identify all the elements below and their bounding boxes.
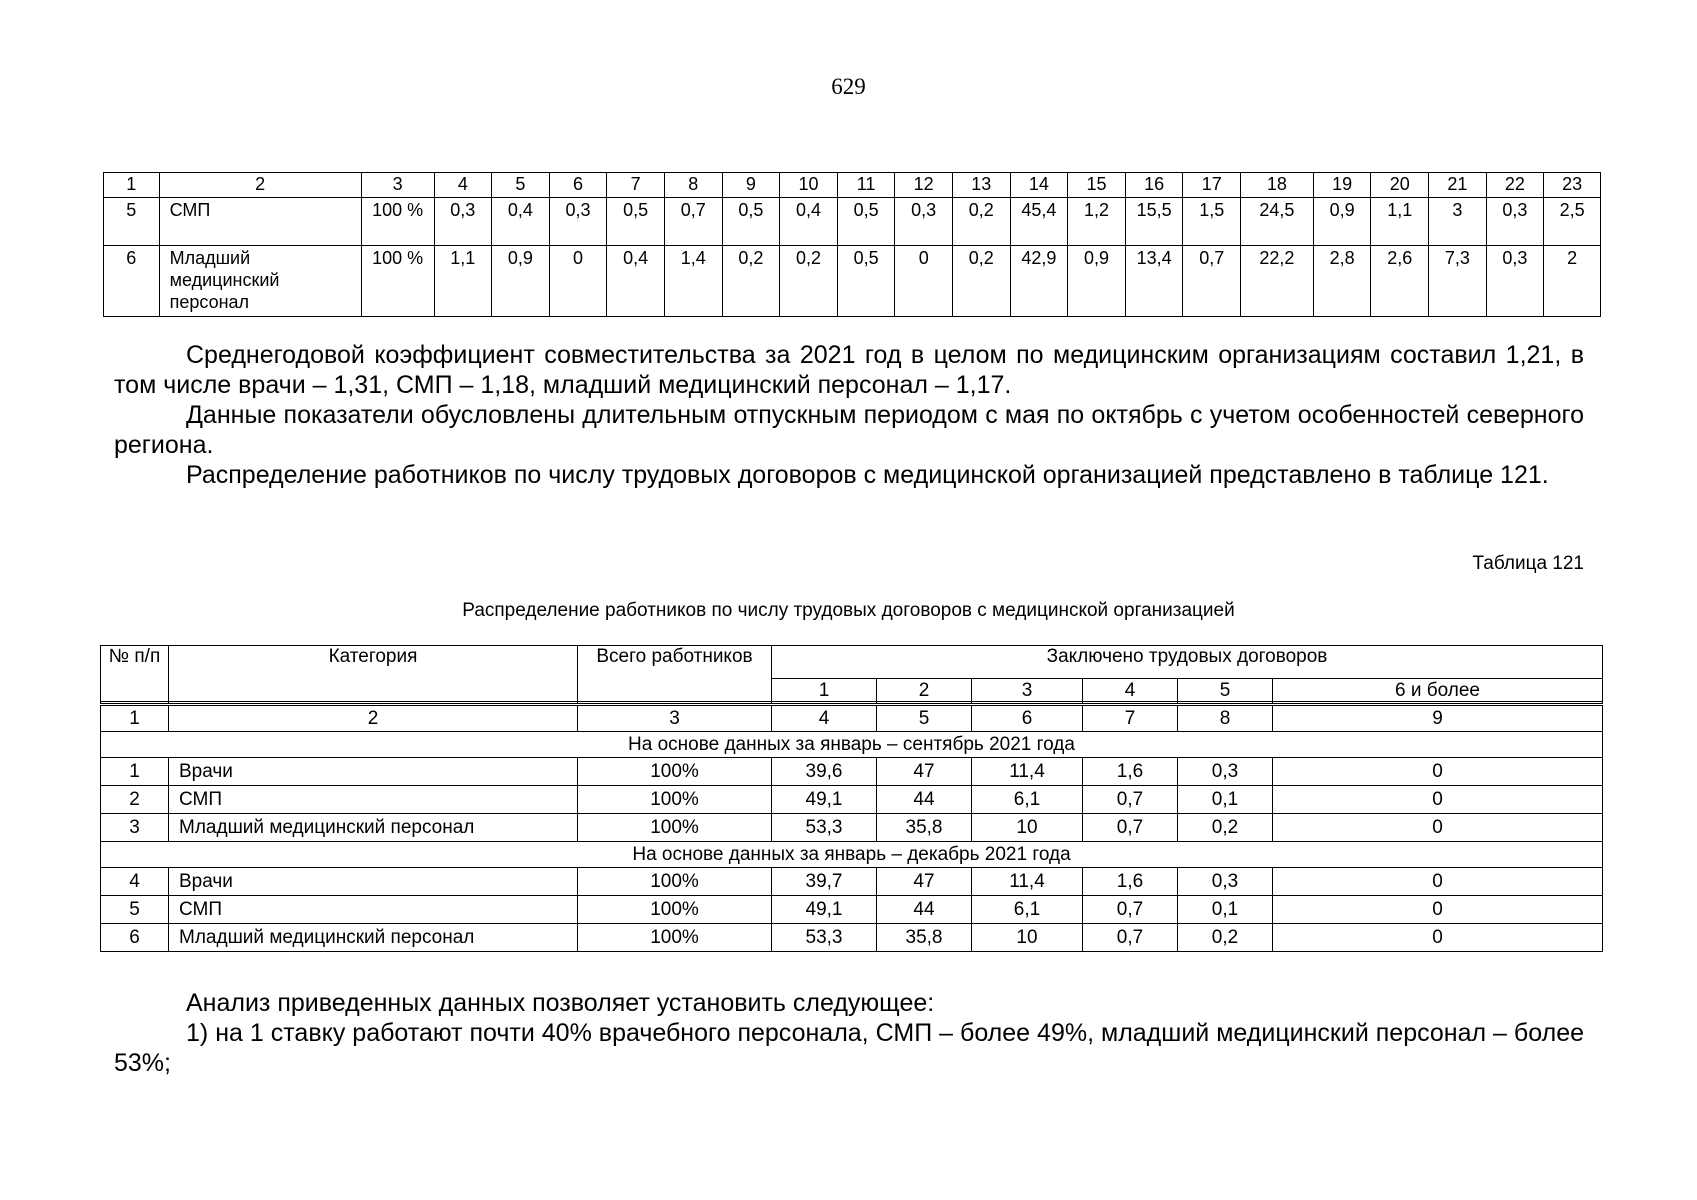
table-cell: 0,5 <box>607 198 665 246</box>
col-num: 8 <box>664 173 722 198</box>
table-cell: 1,4 <box>664 246 722 317</box>
table-cell: 1,2 <box>1068 198 1126 246</box>
col-num: 10 <box>780 173 838 198</box>
table-cell: 0 <box>895 246 953 317</box>
col-num: 9 <box>722 173 780 198</box>
header-sub: 5 <box>1178 679 1273 704</box>
table-cell: 0 <box>1273 814 1603 842</box>
table-cell: 0,7 <box>1083 924 1178 952</box>
table-121-header <box>100 645 1603 704</box>
section-row <box>101 842 1603 868</box>
table-cell: Младший медицинский персонал <box>169 924 578 952</box>
col-num: 13 <box>953 173 1011 198</box>
table-cell: 100% <box>578 786 772 814</box>
table-cell: 44 <box>877 786 972 814</box>
table-row <box>101 814 1603 842</box>
col-num: 3 <box>361 173 434 198</box>
header-sub: 3 <box>972 679 1083 704</box>
table-cell: 0,4 <box>607 246 665 317</box>
table-cell: 1,1 <box>1371 198 1429 246</box>
column-number-row <box>101 706 1603 732</box>
table-cell: 35,8 <box>877 924 972 952</box>
column-number-row <box>104 173 1601 198</box>
table-cell: 100% <box>578 814 772 842</box>
table-row <box>101 924 1603 952</box>
table-cell: 0,4 <box>492 198 550 246</box>
col-num: 2 <box>169 706 578 732</box>
table-cell: 0 <box>1273 924 1603 952</box>
table-cell: 0 <box>1273 786 1603 814</box>
paragraph: Анализ приведенных данных позволяет установить следующее: <box>186 989 935 1017</box>
table-121 <box>100 705 1603 952</box>
table-cell: 100% <box>578 896 772 924</box>
table-cell: 0 <box>1273 868 1603 896</box>
header-sub: 2 <box>877 679 972 704</box>
table-cell: 7,3 <box>1429 246 1487 317</box>
header-sub: 6 и более <box>1273 679 1603 704</box>
table-cell: 0,9 <box>1313 198 1371 246</box>
table-cell: 0,1 <box>1178 896 1273 924</box>
table-cell: 49,1 <box>772 896 877 924</box>
table-cell: 0,4 <box>780 198 838 246</box>
table-caption: Распределение работников по числу трудовых договоров с медицинской организацией <box>462 600 1235 621</box>
table-cell: 0,3 <box>895 198 953 246</box>
col-num: 15 <box>1068 173 1126 198</box>
table-cell: 1 <box>101 758 169 786</box>
col-num: 19 <box>1313 173 1371 198</box>
table-cell: 0,7 <box>1083 896 1178 924</box>
col-num: 16 <box>1125 173 1183 198</box>
table-cell: 6 <box>104 246 160 317</box>
table-cell: 2,8 <box>1313 246 1371 317</box>
col-num: 6 <box>972 706 1083 732</box>
table-cell: 22,2 <box>1241 246 1314 317</box>
paragraph: Данные показатели обусловлены длительным отпускным периодом с мая по октябрь с учетом особенностей северного региона. <box>114 401 1584 459</box>
table-cell: 0 <box>1273 896 1603 924</box>
table-cell: 0,2 <box>1178 814 1273 842</box>
table-cell: Врачи <box>169 758 578 786</box>
header-sub: 1 <box>772 679 877 704</box>
table-number: Таблица 121 <box>1472 553 1584 574</box>
table-cell: 35,8 <box>877 814 972 842</box>
table-cell: 15,5 <box>1125 198 1183 246</box>
section-row <box>101 732 1603 758</box>
table-cell: 0,3 <box>1178 868 1273 896</box>
table-cell: 0,9 <box>492 246 550 317</box>
table-cell: 1,6 <box>1083 868 1178 896</box>
table-cell: 4 <box>101 868 169 896</box>
table-cell: 2,5 <box>1544 198 1601 246</box>
table-cell: 42,9 <box>1010 246 1068 317</box>
table-cell: 0,3 <box>549 198 607 246</box>
table-cell: 11,4 <box>972 758 1083 786</box>
col-num: 14 <box>1010 173 1068 198</box>
table-cell: 100 % <box>361 246 434 317</box>
col-num: 6 <box>549 173 607 198</box>
table-cell: 10 <box>972 924 1083 952</box>
col-num: 7 <box>1083 706 1178 732</box>
table-cell: 0,5 <box>837 246 895 317</box>
table-cell: 0,7 <box>1083 786 1178 814</box>
table-cell: 0,7 <box>1083 814 1178 842</box>
table-row <box>104 246 1601 317</box>
table-cell: 49,1 <box>772 786 877 814</box>
col-num: 2 <box>159 173 361 198</box>
table-row <box>101 896 1603 924</box>
col-num: 4 <box>772 706 877 732</box>
col-num: 21 <box>1429 173 1487 198</box>
col-num: 18 <box>1241 173 1314 198</box>
table-cell: 10 <box>972 814 1083 842</box>
table-cell: 11,4 <box>972 868 1083 896</box>
page-number: 629 <box>831 74 866 99</box>
col-num: 1 <box>101 706 169 732</box>
table-cell: 6,1 <box>972 786 1083 814</box>
table-cell: 0,2 <box>780 246 838 317</box>
col-num: 5 <box>877 706 972 732</box>
table-cell: 0,1 <box>1178 786 1273 814</box>
table-cell: 0,2 <box>722 246 780 317</box>
paragraph: 1) на 1 ставку работают почти 40% врачебного персонала, СМП – более 49%, младший медицинский персонал – более 53%; <box>114 1019 1584 1077</box>
col-num: 22 <box>1486 173 1544 198</box>
table-cell: 0,2 <box>953 246 1011 317</box>
table-cell: 1,1 <box>434 246 492 317</box>
header-num: № п/п <box>101 646 169 704</box>
table-cell: 53,3 <box>772 924 877 952</box>
table-cell: 0,3 <box>434 198 492 246</box>
header-category: Категория <box>169 646 578 704</box>
table-cell: 47 <box>877 868 972 896</box>
col-num: 5 <box>492 173 550 198</box>
table-cell: 0,9 <box>1068 246 1126 317</box>
table-cell: 1,5 <box>1183 198 1241 246</box>
col-num: 23 <box>1544 173 1601 198</box>
table-cell: 6,1 <box>972 896 1083 924</box>
table-cell: 39,7 <box>772 868 877 896</box>
col-num: 8 <box>1178 706 1273 732</box>
table-cell: СМП <box>159 198 361 246</box>
header-group: Заключено трудовых договоров <box>772 646 1603 679</box>
table-cell: 0,3 <box>1486 246 1544 317</box>
section-title: На основе данных за январь – сентябрь 2021 года <box>101 732 1603 758</box>
table-cell: 44 <box>877 896 972 924</box>
table-cell: 3 <box>1429 198 1487 246</box>
table-cell: 0,3 <box>1178 758 1273 786</box>
col-num: 1 <box>104 173 160 198</box>
table-cell: 5 <box>101 896 169 924</box>
paragraph: Распределение работников по числу трудовых договоров с медицинской организацией представлено в таблице 121. <box>186 461 1549 489</box>
table-cell: 100 % <box>361 198 434 246</box>
col-num: 11 <box>837 173 895 198</box>
table-cell: 2 <box>1544 246 1601 317</box>
table-cell: Младший медицинский персонал <box>169 814 578 842</box>
table-cell: 3 <box>101 814 169 842</box>
table-cell: 0,2 <box>953 198 1011 246</box>
col-num: 3 <box>578 706 772 732</box>
table-cell: Врачи <box>169 868 578 896</box>
table-cell: СМП <box>169 896 578 924</box>
table-cell: 5 <box>104 198 160 246</box>
table-cell: 0,2 <box>1178 924 1273 952</box>
table-row <box>101 786 1603 814</box>
divider <box>100 701 1602 702</box>
table-cell: 100% <box>578 924 772 952</box>
table-row <box>104 198 1601 246</box>
col-num: 17 <box>1183 173 1241 198</box>
table-cell: 0,5 <box>837 198 895 246</box>
col-num: 4 <box>434 173 492 198</box>
table-cell: 2,6 <box>1371 246 1429 317</box>
paragraph: Среднегодовой коэффициент совместительства за 2021 год в целом по медицинским организациям составил 1,21, в том числе врачи – 1,31, СМП – 1,18, младший медицинский персонал – 1,17. <box>114 341 1584 399</box>
table-cell: 39,6 <box>772 758 877 786</box>
table-cell: 1,6 <box>1083 758 1178 786</box>
table-row <box>101 868 1603 896</box>
col-num: 20 <box>1371 173 1429 198</box>
table-cell: Младший медицинский персонал <box>159 246 361 317</box>
table-cell: 24,5 <box>1241 198 1314 246</box>
table-cell: 53,3 <box>772 814 877 842</box>
table-cell: 2 <box>101 786 169 814</box>
table-cell: 0,7 <box>1183 246 1241 317</box>
table-cell: 0 <box>1273 758 1603 786</box>
col-num: 12 <box>895 173 953 198</box>
table-cell: 47 <box>877 758 972 786</box>
table-cell: 0,7 <box>664 198 722 246</box>
table-cell: 6 <box>101 924 169 952</box>
table-cell: 0,5 <box>722 198 780 246</box>
table-cell: СМП <box>169 786 578 814</box>
col-num: 7 <box>607 173 665 198</box>
table-cell: 13,4 <box>1125 246 1183 317</box>
table-row <box>101 758 1603 786</box>
table-cell: 100% <box>578 758 772 786</box>
table-cell: 0,3 <box>1486 198 1544 246</box>
section-title: На основе данных за январь – декабрь 2021 года <box>101 842 1603 868</box>
table-cell: 45,4 <box>1010 198 1068 246</box>
header-total: Всего работников <box>578 646 772 704</box>
continuation-table <box>103 172 1601 317</box>
table-cell: 0 <box>549 246 607 317</box>
header-sub: 4 <box>1083 679 1178 704</box>
table-cell: 100% <box>578 868 772 896</box>
col-num: 9 <box>1273 706 1603 732</box>
